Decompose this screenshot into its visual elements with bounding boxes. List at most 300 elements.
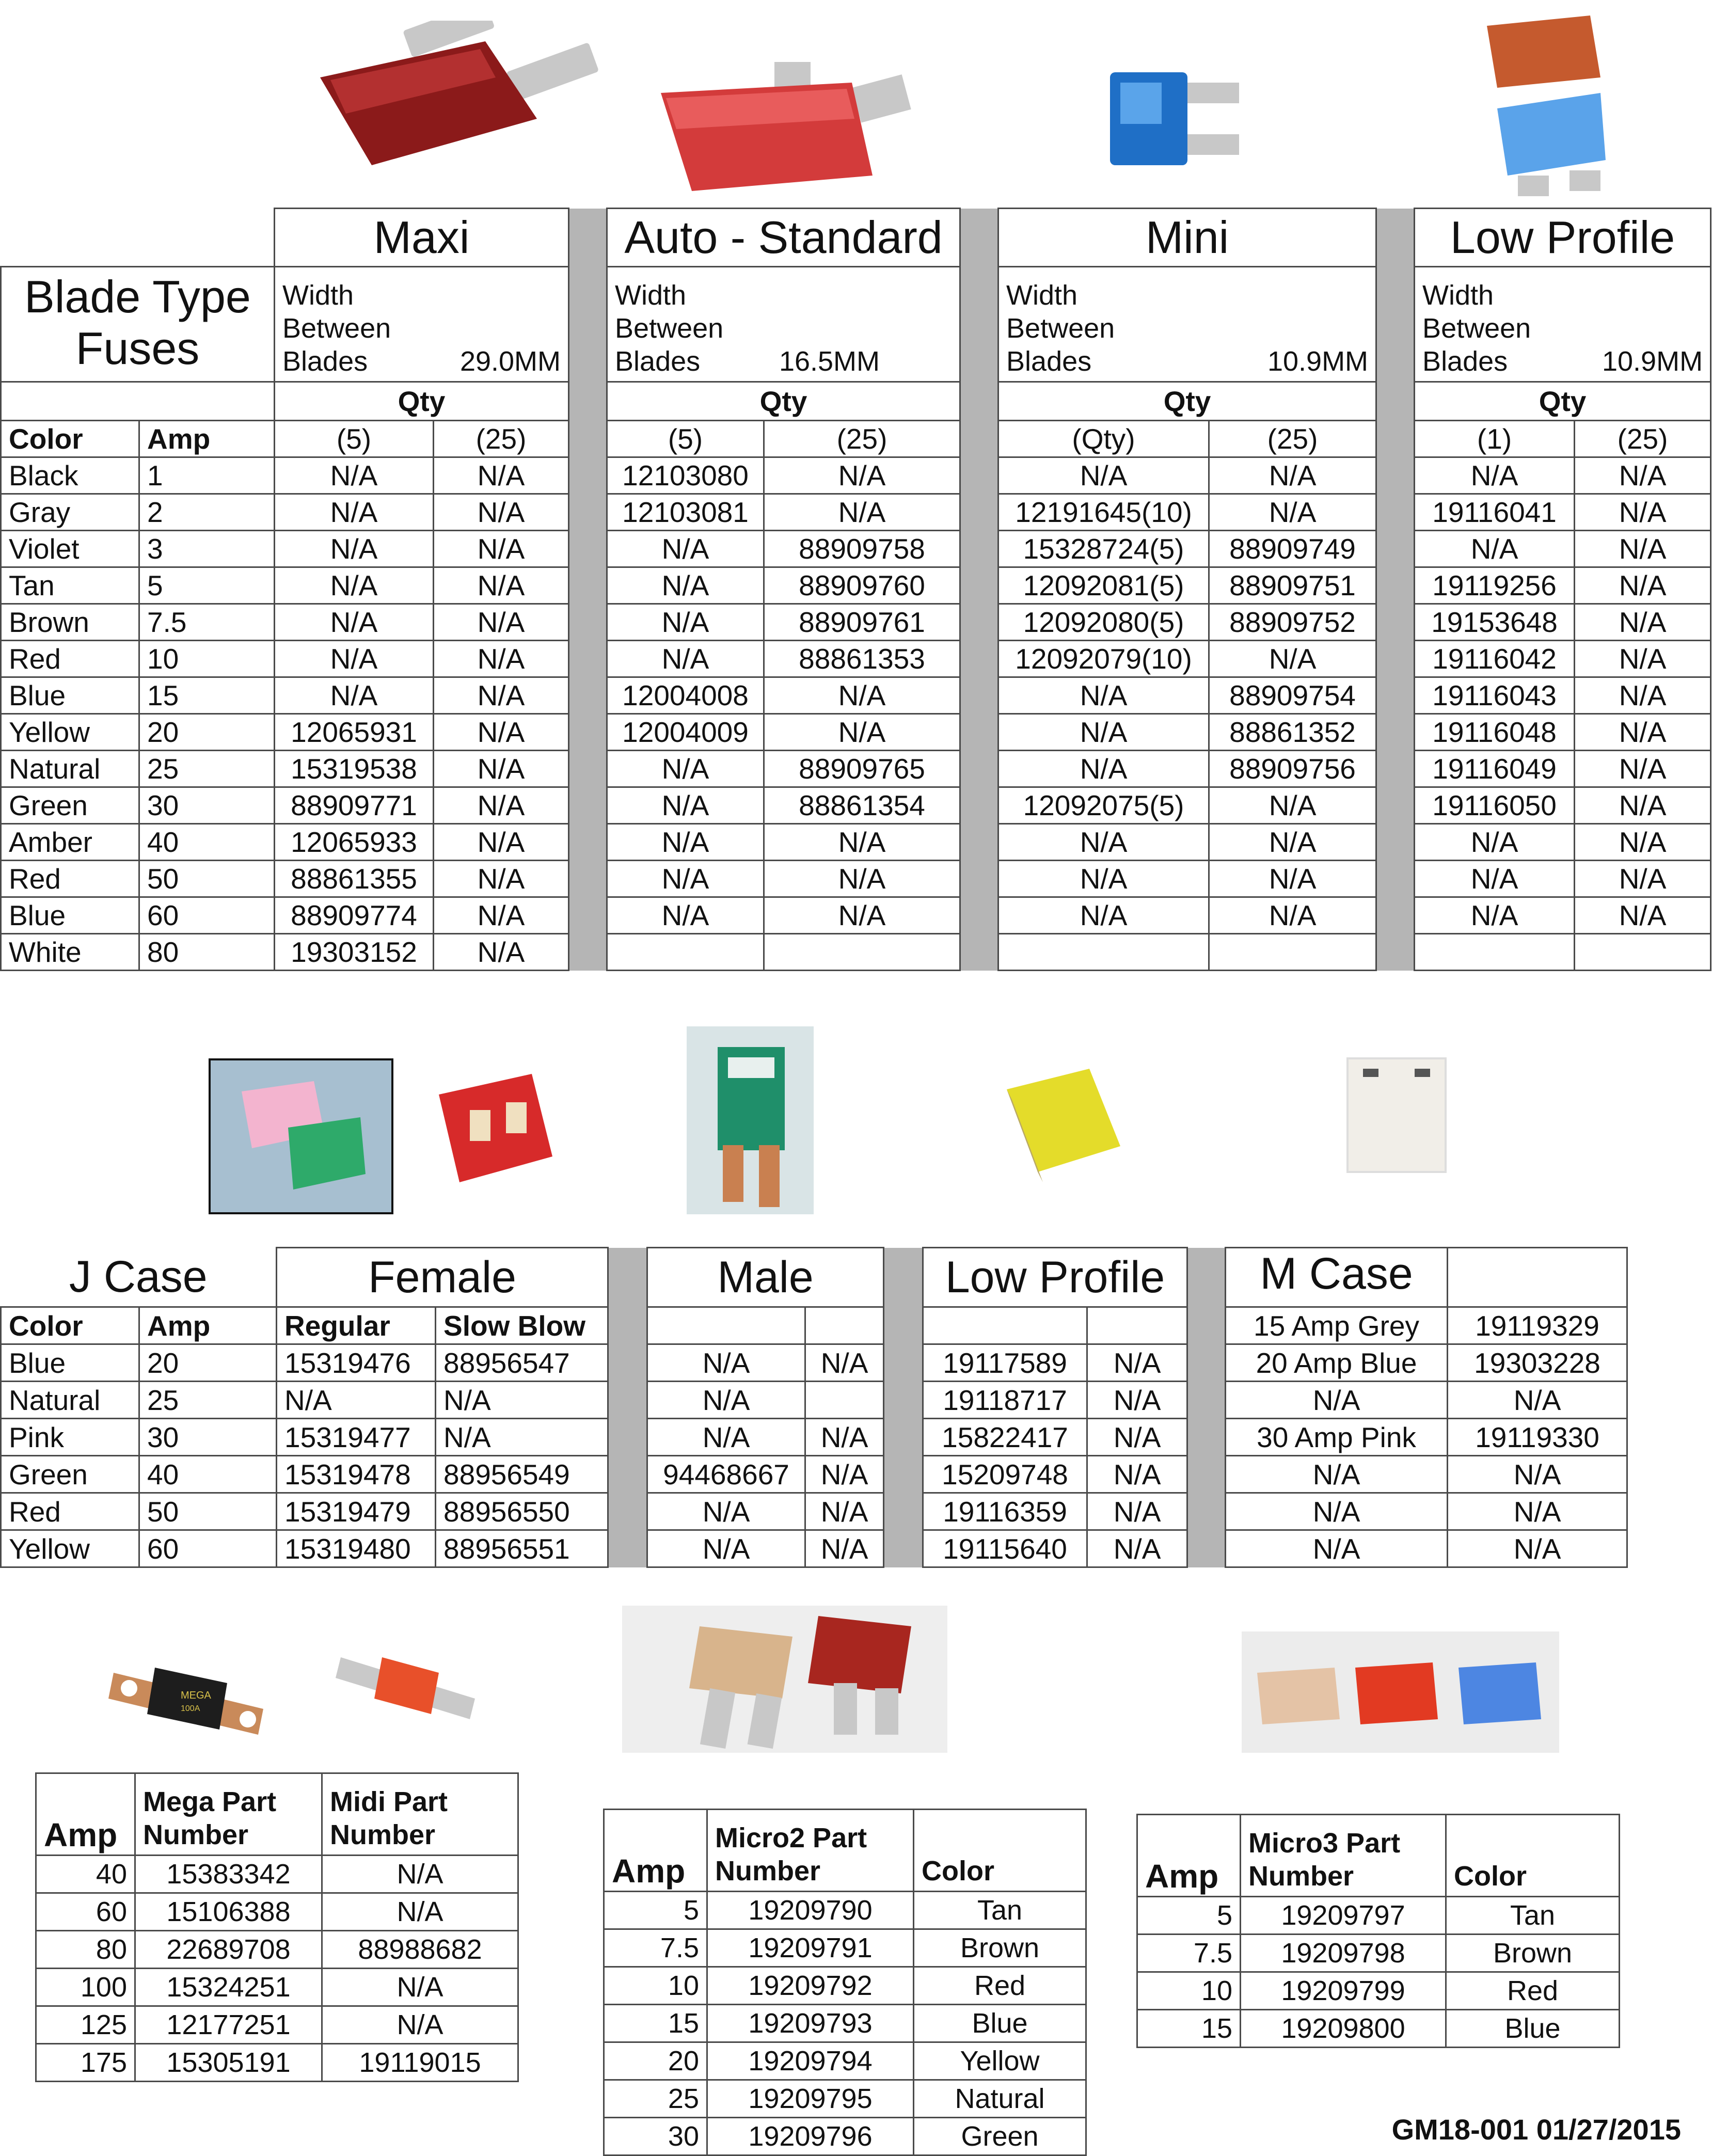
mega-photo-rating: 100A — [181, 1704, 200, 1713]
table-row — [1, 1530, 1627, 1567]
table-row — [604, 1892, 1086, 1929]
fuse-color-cell: Blue — [1, 897, 139, 934]
column-separator — [1376, 567, 1415, 604]
auto-standard-header: Auto - Standard — [607, 209, 960, 267]
column-separator — [884, 1344, 923, 1382]
part-number-cell: N/A — [322, 1969, 518, 2006]
fuse-amp-cell: 2 — [139, 494, 275, 531]
qty-column-header: (25) — [764, 421, 960, 457]
table-row — [36, 1893, 518, 1931]
low-profile-fuse-photo — [1466, 5, 1621, 201]
fuse-color-cell: Tan — [914, 1892, 1086, 1929]
part-number-cell: N/A — [322, 1856, 518, 1893]
table-row — [604, 2080, 1086, 2118]
part-number-cell: N/A — [434, 714, 569, 751]
part-number-cell: N/A — [1575, 567, 1711, 604]
part-number-cell — [1209, 934, 1376, 971]
part-number-cell: 88909751 — [1209, 567, 1376, 604]
mega-amp-header: Amp — [36, 1773, 135, 1856]
table-row — [36, 2044, 518, 2082]
part-number-cell: 19209793 — [707, 2005, 914, 2042]
part-number-cell: N/A — [275, 531, 434, 567]
part-number-cell — [805, 1382, 884, 1419]
fuse-color-cell: Gray — [1, 494, 139, 531]
table-row — [1137, 1897, 1620, 1935]
fuse-color-cell: Brown — [1, 604, 139, 641]
jcase-fuse-table — [0, 1247, 1628, 1568]
part-number-cell: 12092075(5) — [998, 787, 1209, 824]
fuse-amp-cell: 30 — [604, 2118, 707, 2155]
part-number-cell: N/A — [434, 787, 569, 824]
jcase-low-profile-header: Low Profile — [923, 1248, 1187, 1307]
column-separator — [1376, 714, 1415, 751]
part-number-cell: N/A — [436, 1419, 608, 1456]
column-separator — [608, 1382, 647, 1419]
column-separator — [1376, 897, 1415, 934]
column-separator — [608, 1344, 647, 1382]
part-number-cell: 12065931 — [275, 714, 434, 751]
part-number-cell: N/A — [607, 861, 764, 897]
fuse-color-cell: Amber — [1, 824, 139, 861]
column-separator — [960, 567, 998, 604]
part-number-cell: N/A — [1575, 604, 1711, 641]
column-separator — [884, 1307, 923, 1344]
part-number-cell: 88909756 — [1209, 751, 1376, 787]
table-row — [1, 824, 1711, 861]
part-number-cell: 12103081 — [607, 494, 764, 531]
fuse-color-cell: Blue — [1, 677, 139, 714]
fuse-color-cell: Tan — [1446, 1897, 1620, 1935]
part-number-cell: N/A — [607, 604, 764, 641]
amp-column-header: Amp — [139, 421, 275, 457]
part-number-cell: 19116048 — [1415, 714, 1575, 751]
part-number-cell: 12004009 — [607, 714, 764, 751]
fuse-amp-cell: 15 — [604, 2005, 707, 2042]
table-row — [1137, 2010, 1620, 2048]
micro3-color-header: Color — [1446, 1815, 1620, 1897]
column-separator — [1187, 1344, 1226, 1382]
column-separator — [1376, 934, 1415, 971]
fuse-amp-cell: 15 — [1137, 2010, 1241, 2048]
micro3-amp-header: Amp — [1137, 1815, 1241, 1897]
mini-fuse-photo — [1105, 67, 1249, 170]
low-profile-header: Low Profile — [1415, 209, 1711, 267]
document-footer: GM18-001 01/27/2015 — [1391, 2113, 1681, 2146]
part-number-cell: N/A — [647, 1493, 805, 1530]
part-number-cell: 88909758 — [764, 531, 960, 567]
part-number-cell: N/A — [1575, 897, 1711, 934]
table-row — [36, 1969, 518, 2006]
jcase-fuse-photo — [996, 1058, 1131, 1187]
maxi-width: Width Between Blades 29.0MM — [275, 267, 569, 382]
part-number-cell: 19117589 — [923, 1344, 1087, 1382]
mcase-header: M Case — [1226, 1248, 1448, 1307]
part-number-cell: 12092081(5) — [998, 567, 1209, 604]
fuse-amp-cell: 125 — [36, 2006, 135, 2044]
part-number-cell: N/A — [1209, 787, 1376, 824]
part-number-cell — [1415, 934, 1575, 971]
column-separator — [884, 1419, 923, 1456]
column-separator — [1187, 1493, 1226, 1530]
table-row — [1, 861, 1711, 897]
table-row — [36, 1931, 518, 1969]
column-separator — [608, 1456, 647, 1493]
part-number-cell: N/A — [764, 897, 960, 934]
micro3-fuse-photo — [1242, 1631, 1559, 1753]
part-number-cell: N/A — [607, 531, 764, 567]
part-number-cell: 12065933 — [275, 824, 434, 861]
part-number-cell: N/A — [1087, 1419, 1187, 1456]
part-number-cell: 15319479 — [277, 1493, 436, 1530]
part-number-cell: 12004008 — [607, 677, 764, 714]
part-number-cell: N/A — [434, 934, 569, 971]
part-number-cell: 19118717 — [923, 1382, 1087, 1419]
fuse-amp-cell: 10 — [139, 641, 275, 677]
part-number-cell: 15822417 — [923, 1419, 1087, 1456]
fuse-amp-cell: 7.5 — [1137, 1935, 1241, 1972]
blade-type-title: Blade Type Fuses — [1, 267, 275, 382]
male-header: Male — [647, 1248, 884, 1307]
part-number-cell: N/A — [434, 604, 569, 641]
auto-width: Width Between Blades 16.5MM — [607, 267, 960, 382]
micro2-color-header: Color — [914, 1810, 1086, 1892]
part-number-cell: 19209797 — [1241, 1897, 1446, 1935]
mega-fuse-photo — [108, 1652, 274, 1745]
part-number-cell: N/A — [434, 677, 569, 714]
part-number-cell: 88909752 — [1209, 604, 1376, 641]
part-number-cell: N/A — [1087, 1530, 1187, 1567]
amp-column-header: Amp — [139, 1307, 277, 1344]
mega-part-header: Mega Part Number — [135, 1773, 322, 1856]
part-number-cell: N/A — [434, 457, 569, 494]
part-number-cell: N/A — [998, 897, 1209, 934]
table-row — [1, 897, 1711, 934]
fuse-amp-cell: 30 — [139, 1419, 277, 1456]
part-number-cell: N/A — [434, 531, 569, 567]
fuse-color-cell: Red — [914, 1967, 1086, 2005]
fuse-amp-cell: 25 — [604, 2080, 707, 2118]
part-number-cell: N/A — [1087, 1382, 1187, 1419]
part-number-cell: N/A — [1575, 457, 1711, 494]
micro2-amp-header: Amp — [604, 1810, 707, 1892]
part-number-cell: 19209790 — [707, 1892, 914, 1929]
column-separator — [960, 494, 998, 531]
auto-fuse-photo — [656, 57, 914, 196]
part-number-cell: N/A — [1209, 824, 1376, 861]
part-number-cell: N/A — [607, 641, 764, 677]
part-number-cell: N/A — [1415, 824, 1575, 861]
part-number-cell: N/A — [434, 897, 569, 934]
jcase-fuse-photo — [209, 1058, 393, 1214]
table-row — [1, 1493, 1627, 1530]
slow-blow-column-header: Slow Blow — [436, 1307, 608, 1344]
part-number-cell: N/A — [998, 457, 1209, 494]
part-number-cell: 19119015 — [322, 2044, 518, 2082]
part-number-cell: N/A — [607, 787, 764, 824]
column-separator — [569, 677, 607, 714]
column-separator — [960, 787, 998, 824]
part-number-cell: 19209792 — [707, 1967, 914, 2005]
column-separator — [1376, 824, 1415, 861]
part-number-cell: N/A — [275, 567, 434, 604]
mcase-description-cell: 30 Amp Pink — [1226, 1419, 1448, 1456]
fuse-color-cell: Yellow — [1, 714, 139, 751]
mcase-part-cell: N/A — [1448, 1530, 1627, 1567]
fuse-color-cell: Brown — [914, 1929, 1086, 1967]
column-separator — [1187, 1382, 1226, 1419]
fuse-color-cell: Natural — [914, 2080, 1086, 2118]
part-number-cell: N/A — [1415, 457, 1575, 494]
low-profile-width: Width Between Blades 10.9MM — [1415, 267, 1711, 382]
part-number-cell: N/A — [805, 1419, 884, 1456]
column-separator — [960, 897, 998, 934]
mcase-description-cell: N/A — [1226, 1456, 1448, 1493]
part-number-cell: N/A — [1087, 1344, 1187, 1382]
part-number-cell: N/A — [434, 751, 569, 787]
column-separator — [960, 934, 998, 971]
jcase-fuse-photo — [429, 1064, 563, 1187]
blade-fuse-table — [0, 208, 1711, 971]
empty-cell — [805, 1307, 884, 1344]
part-number-cell: 15319478 — [277, 1456, 436, 1493]
part-number-cell: N/A — [1575, 641, 1711, 677]
part-number-cell: N/A — [764, 677, 960, 714]
table-row — [1, 457, 1711, 494]
column-separator — [1376, 787, 1415, 824]
mcase-part-cell: 19119329 — [1448, 1307, 1627, 1344]
part-number-cell: N/A — [322, 1893, 518, 1931]
fuse-amp-cell: 40 — [36, 1856, 135, 1893]
part-number-cell: N/A — [764, 824, 960, 861]
column-separator — [608, 1419, 647, 1456]
part-number-cell: N/A — [1415, 531, 1575, 567]
empty-cell — [1087, 1307, 1187, 1344]
table-row — [1, 714, 1711, 751]
fuse-color-cell: Yellow — [914, 2042, 1086, 2080]
part-number-cell: N/A — [998, 861, 1209, 897]
fuse-color-cell: White — [1, 934, 139, 971]
table-row — [1, 494, 1711, 531]
fuse-color-cell: Brown — [1446, 1935, 1620, 1972]
mcase-description-cell: N/A — [1226, 1493, 1448, 1530]
part-number-cell: 88861353 — [764, 641, 960, 677]
fuse-amp-cell: 60 — [139, 897, 275, 934]
fuse-amp-cell: 50 — [139, 1493, 277, 1530]
part-number-cell: N/A — [434, 567, 569, 604]
qty-column-header: (5) — [275, 421, 434, 457]
column-separator — [1376, 751, 1415, 787]
table-row — [1, 531, 1711, 567]
part-number-cell: N/A — [1575, 677, 1711, 714]
part-number-cell: N/A — [1209, 494, 1376, 531]
fuse-color-cell: Red — [1, 641, 139, 677]
mcase-description-cell: N/A — [1226, 1530, 1448, 1567]
qty-column-header: (1) — [1415, 421, 1575, 457]
table-row — [36, 2006, 518, 2044]
column-separator — [569, 494, 607, 531]
part-number-cell: 15319480 — [277, 1530, 436, 1567]
part-number-cell: 88909760 — [764, 567, 960, 604]
column-separator — [960, 677, 998, 714]
part-number-cell: 12092080(5) — [998, 604, 1209, 641]
table-row — [1, 1307, 1627, 1344]
part-number-cell: N/A — [434, 494, 569, 531]
fuse-color-cell: Green — [1, 787, 139, 824]
fuse-amp-cell: 5 — [604, 1892, 707, 1929]
qty-column-header: (25) — [1209, 421, 1376, 457]
fuse-color-cell: Green — [914, 2118, 1086, 2155]
mcase-part-cell: N/A — [1448, 1493, 1627, 1530]
part-number-cell: N/A — [1575, 824, 1711, 861]
column-separator — [884, 1382, 923, 1419]
part-number-cell: 88861352 — [1209, 714, 1376, 751]
fuse-amp-cell: 40 — [139, 824, 275, 861]
maxi-header: Maxi — [275, 209, 569, 267]
part-number-cell: N/A — [764, 494, 960, 531]
part-number-cell: 12177251 — [135, 2006, 322, 2044]
part-number-cell: N/A — [1209, 897, 1376, 934]
part-number-cell: 15305191 — [135, 2044, 322, 2082]
fuse-amp-cell: 100 — [36, 1969, 135, 2006]
column-separator — [569, 641, 607, 677]
fuse-color-cell: Red — [1, 861, 139, 897]
part-number-cell: N/A — [647, 1419, 805, 1456]
jcase-fuse-photo — [1342, 1053, 1451, 1177]
table-row — [1137, 1935, 1620, 1972]
fuse-amp-cell: 40 — [139, 1456, 277, 1493]
part-number-cell: 12103080 — [607, 457, 764, 494]
part-number-cell: 88909765 — [764, 751, 960, 787]
mini-width: Width Between Blades 10.9MM — [998, 267, 1376, 382]
table-row — [604, 1929, 1086, 1967]
fuse-color-cell: Tan — [1, 567, 139, 604]
part-number-cell: N/A — [434, 641, 569, 677]
part-number-cell: N/A — [764, 457, 960, 494]
part-number-cell: 19303152 — [275, 934, 434, 971]
column-separator — [569, 787, 607, 824]
table-row — [1, 641, 1711, 677]
micro2-part-header: Micro2 Part Number — [707, 1810, 914, 1892]
column-separator — [1376, 457, 1415, 494]
part-number-cell: 19209800 — [1241, 2010, 1446, 2048]
fuse-color-cell: Green — [1, 1456, 139, 1493]
column-separator — [884, 1456, 923, 1493]
midi-fuse-photo — [336, 1642, 480, 1730]
low-profile-qty-header: Qty — [1415, 382, 1711, 421]
fuse-amp-cell: 50 — [139, 861, 275, 897]
part-number-cell: N/A — [607, 897, 764, 934]
part-number-cell: 19153648 — [1415, 604, 1575, 641]
part-number-cell: N/A — [998, 824, 1209, 861]
column-separator — [608, 1493, 647, 1530]
column-separator — [960, 714, 998, 751]
column-separator — [1187, 1456, 1226, 1493]
empty-cell — [923, 1307, 1087, 1344]
column-separator — [1376, 531, 1415, 567]
column-separator — [569, 457, 607, 494]
part-number-cell: 19209791 — [707, 1929, 914, 1967]
part-number-cell: 88909771 — [275, 787, 434, 824]
fuse-color-cell: Yellow — [1, 1530, 139, 1567]
empty-cell — [647, 1307, 805, 1344]
part-number-cell: N/A — [647, 1344, 805, 1382]
mcase-part-cell: 19119330 — [1448, 1419, 1627, 1456]
fuse-amp-cell: 5 — [139, 567, 275, 604]
column-separator — [569, 714, 607, 751]
mega-midi-table — [35, 1772, 519, 2082]
fuse-amp-cell: 7.5 — [604, 1929, 707, 1967]
fuse-color-cell: Red — [1, 1493, 139, 1530]
column-separator — [960, 457, 998, 494]
fuse-color-cell: Pink — [1, 1419, 139, 1456]
fuse-color-cell: Blue — [1, 1344, 139, 1382]
part-number-cell: N/A — [805, 1344, 884, 1382]
part-number-cell: 88909754 — [1209, 677, 1376, 714]
table-row — [1, 1344, 1627, 1382]
part-number-cell: 22689708 — [135, 1931, 322, 1969]
part-number-cell: N/A — [1087, 1456, 1187, 1493]
part-number-cell: N/A — [805, 1530, 884, 1567]
column-separator — [608, 1530, 647, 1567]
column-separator — [1376, 494, 1415, 531]
table-row — [1, 567, 1711, 604]
table-row — [604, 2118, 1086, 2155]
part-number-cell: 88956551 — [436, 1530, 608, 1567]
part-number-cell: 88909761 — [764, 604, 960, 641]
part-number-cell: 88956550 — [436, 1493, 608, 1530]
column-separator — [960, 824, 998, 861]
fuse-color-cell: Violet — [1, 531, 139, 567]
part-number-cell — [1575, 934, 1711, 971]
column-separator — [1187, 1419, 1226, 1456]
part-number-cell: N/A — [998, 677, 1209, 714]
table-row — [1, 934, 1711, 971]
table-row — [1137, 1972, 1620, 2010]
part-number-cell: N/A — [1415, 861, 1575, 897]
jcase-fuse-photo — [687, 1026, 814, 1214]
part-number-cell: N/A — [322, 2006, 518, 2044]
fuse-color-cell: Blue — [1446, 2010, 1620, 2048]
micro2-fuse-photo — [622, 1606, 947, 1753]
mcase-part-cell: N/A — [1448, 1382, 1627, 1419]
fuse-amp-cell: 5 — [1137, 1897, 1241, 1935]
fuse-amp-cell: 20 — [604, 2042, 707, 2080]
part-number-cell: 19116043 — [1415, 677, 1575, 714]
part-number-cell: N/A — [1575, 531, 1711, 567]
fuse-amp-cell: 20 — [139, 1344, 277, 1382]
color-column-header: Color — [1, 421, 139, 457]
part-number-cell: N/A — [607, 567, 764, 604]
part-number-cell: 94468667 — [647, 1456, 805, 1493]
part-number-cell: 12191645(10) — [998, 494, 1209, 531]
part-number-cell: 19119256 — [1415, 567, 1575, 604]
part-number-cell: 19209794 — [707, 2042, 914, 2080]
column-separator — [569, 751, 607, 787]
part-number-cell: N/A — [805, 1456, 884, 1493]
part-number-cell: 19116041 — [1415, 494, 1575, 531]
part-number-cell: N/A — [1575, 751, 1711, 787]
part-number-cell: 88909749 — [1209, 531, 1376, 567]
part-number-cell — [998, 934, 1209, 971]
column-separator — [569, 824, 607, 861]
table-row — [1, 1382, 1627, 1419]
regular-column-header: Regular — [277, 1307, 436, 1344]
fuse-amp-cell: 60 — [36, 1893, 135, 1931]
part-number-cell: 19115640 — [923, 1530, 1087, 1567]
column-separator — [1187, 1530, 1226, 1567]
part-number-cell: 19209795 — [707, 2080, 914, 2118]
table-row — [36, 1856, 518, 1893]
